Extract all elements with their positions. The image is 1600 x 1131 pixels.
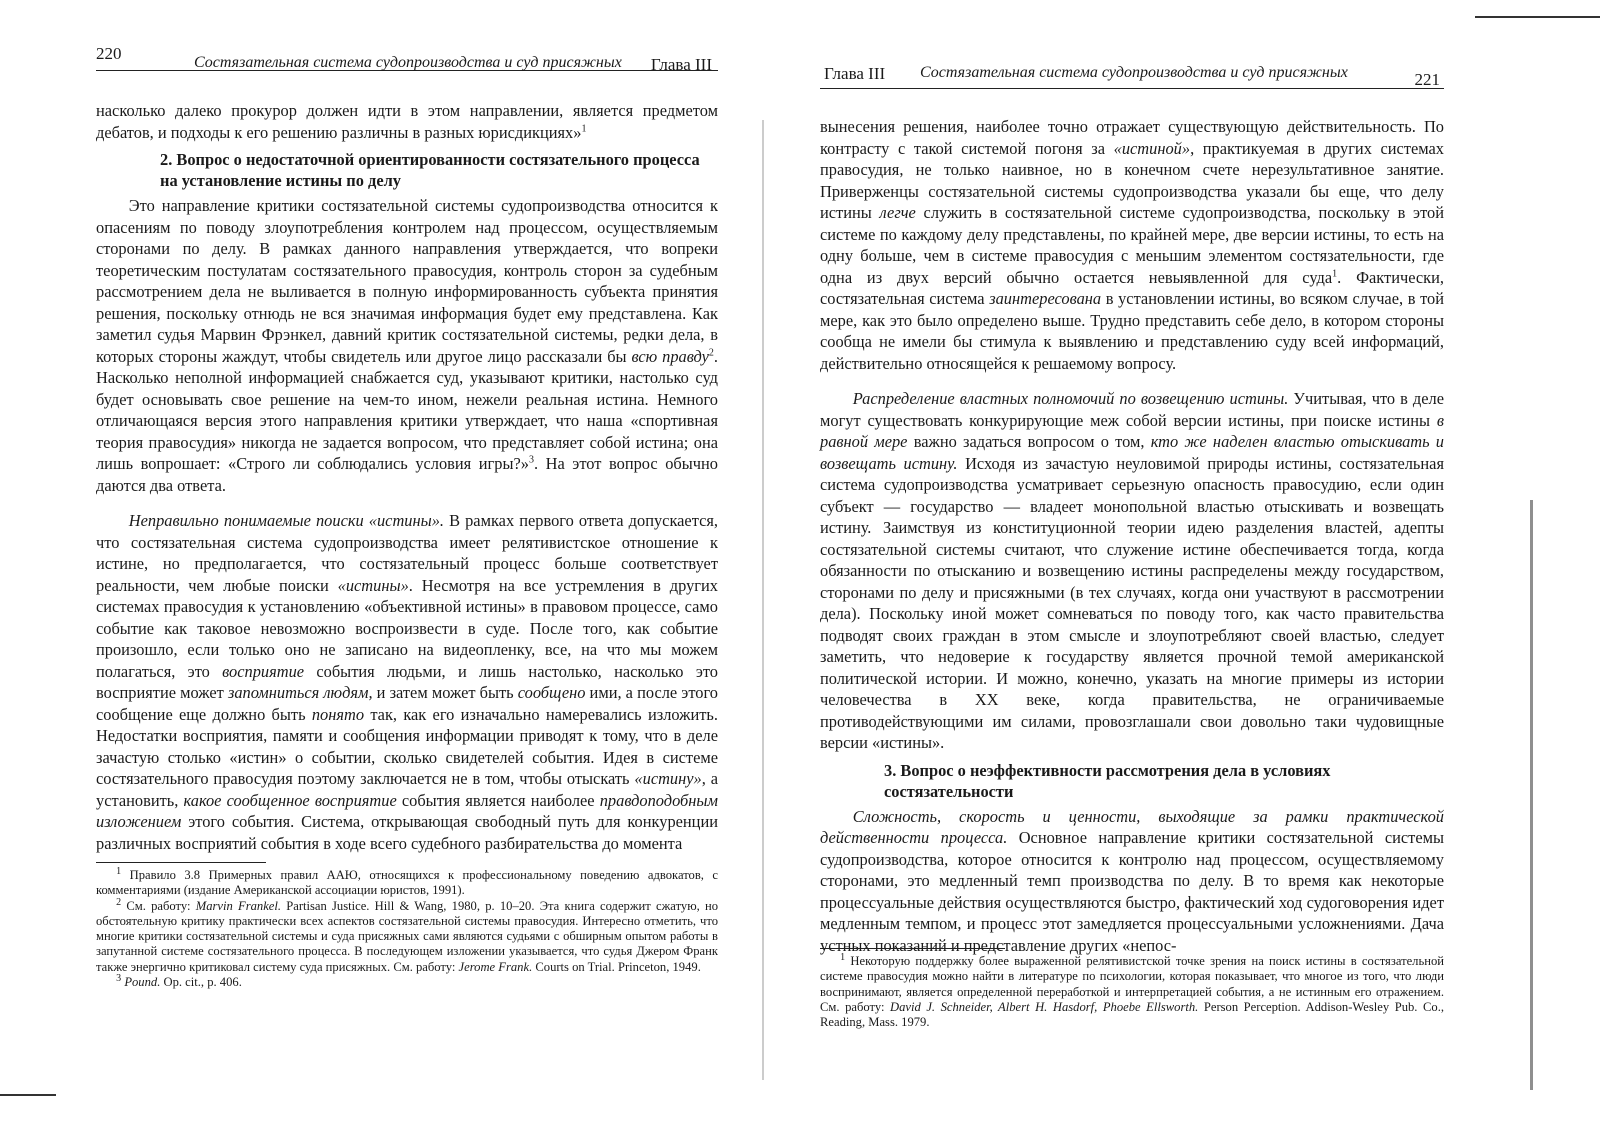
scan-edge-line	[0, 1094, 56, 1096]
right-chapter-label: Глава III	[824, 64, 886, 83]
left-footnote-rule	[96, 862, 266, 863]
gutter-shadow	[762, 120, 764, 1080]
left-chapter-label: Глава III	[650, 55, 712, 74]
left-running-head	[96, 40, 718, 74]
right-page-number: 221	[1414, 70, 1440, 89]
right-footnote-1: $^1$ Некоторую поддержку более выраженной релятивистской точке зрения на поиск истины в состязательной системе правосудия можно найти в литературе по психологии, которая показывает, что многое из того, что люди воспринимают, является определенной переработкой и интерпретацией события, а не истинным его отражением. См. работу: David J. Schneider, Albert H. Hasdorf, Phoebe Ellsworth. Person Perception. Addison-Wesley Pub. Co., Reading, Mass. 1979.	[820, 951, 1444, 1030]
left-intro-paragraph: насколько далеко прокурор должен идти в этом направлении, является предметом дебатов, и подходы к его решению различны в разных юрисдикциях»$^1$	[96, 101, 718, 142]
right-paragraph-1: вынесения решения, наиболее точно отражает существующую действительность. По контрасту с такой системой погоня за «истиной», практикуемая в других системах правосудия, не только наивное, но в конечном счете нерезультативное занятие. Приверженцы состязательной системы судопроизводства указали бы еще, что делу истины легче служить в состязательной системе судопроизводства, поскольку в этой системе по каждому делу представлены, по крайней мере, две версии истины, то есть на одну больше, чем в системе правосудия с меньшим элементом состязательности, где одна из двух версий обычно остается невыявленной для суда$^1$. Фактически, состязательная система заинтересована в установлении истины, во всяком случае, в той мере, как это было определено выше. Трудно представить себе дело, в котором стороны сообща не имели бы стимула к выявлению и представлению суду всей информаций, действительно относящейся к решаемому вопросу.	[820, 117, 1445, 373]
right-paragraph-3: Сложность, скорость и ценности, выходящие за рамки практической действенности процесса. Основное направление критики состязательной системы судопроизводства, которое относится к контролю над процессом, осуществляемому сторонами, это медленный темп производства по делу. В то время как некоторые процессуальные действия осуществляются быстро, фактический ход судоговорения идет медленным темпом, и процесс этот замедляется процессуальными усложнениями. Дача устных показаний и представление других «непос-	[820, 806, 1445, 955]
page-edge-shadow	[1530, 500, 1533, 1090]
left-footnote-2: $^2$ См. работу: Marvin Frankel. Partisan Justice. Hill & Wang, 1980, p. 10–20. Эта книга содержит сжатую, но обстоятельную критику практически всех аспектов состязательной системы правосудия. Интересно отметить, что многие критики состязательной системы и суда присяжных сами являются судьями с обширным опытом работы в запутанной системе состязательного процесса. В последующем изложении указывается, что судья Джером Франк также энергично критиковал систему суда присяжных. См. работу: Jerome Frank. Courts on Trial. Princeton, 1949.	[96, 896, 719, 974]
left-body	[96, 100, 718, 854]
scan-edge-line	[1475, 16, 1600, 18]
right-running-title: Состязательная система судопроизводства и суд присяжных	[920, 64, 1348, 81]
left-page-number: 220	[96, 44, 122, 63]
right-footnote-rule	[820, 948, 1005, 949]
right-footnotes	[820, 948, 1444, 1030]
left-paragraph-1: Это направление критики состязательной системы судопроизводства относится к опасениям по поводу злоупотребления контролем над процессом, осуществляемым сторонами по делу. В рамках данного направления утверждается, что вопреки теоретическим постулатам состязательного правосудия, контроль сторон за судебным рассмотрением дела не выливается в полную информированность субъекта принятия решения, поскольку отнюдь не вся значимая информация будет ему представлена. Как заметил судья Марвин Фрэнкел, давний критик состязательной системы, редки дела, в которых стороны жаждут, чтобы свидетель или другое лицо рассказали бы всю правду$^2$. Насколько неполной информацией снабжается суд, указывают критики, настолько суд будет основывать свое решение на чем-то ином, нежели реальная истина. Немного отличающаяся версия этого направления критики утверждает, что наша «спортивная теория правосудия» никогда не задается вопросом, что представляет собой истина; она лишь вопрошает: «Строго ли соблюдались условия игры?»$^3$. На этот вопрос обычно даются два ответа.	[96, 196, 718, 495]
left-footnote-3: $^3$ Pound. Op. cit., p. 406.	[116, 972, 242, 990]
left-running-title: Состязательная система судопроизводства и суд присяжных	[194, 54, 622, 71]
right-running-head	[820, 58, 1444, 89]
left-section-heading: 2. Вопрос о недостаточной ориентированности состязательного процесса на установление истины по делу	[160, 150, 700, 190]
left-footnote-1: $^1$ Правило 3.8 Примерных правил ААЮ, относящихся к профессиональному поведению адвокатов, с комментариями (издание Американской ассоциации юристов, 1991).	[96, 865, 718, 898]
left-paragraph-2: Неправильно понимаемые поиски «истины». В рамках первого ответа допускается, что состязательная система судопроизводства имеет релятивистское отношение к истине, но предполагается, что состязательный процесс больше соответствует реальности, чем любые поиски «истины». Несмотря на все устремления в других системах правосудия к установлению «объективной истины» в правовом процессе, само событие как таковое невозможно воспроизвести в суде. После того, как событие произошло, если только оно не записано на видеопленку, все, на что мы можем полагаться, это восприятие события людьми, и лишь настолько, насколько это восприятие может запомниться людям, и затем может быть сообщено ими, а после этого сообщение еще должно быть понято так, как его изначально намеревались изложить. Недостатки восприятия, памяти и сообщения информации приводят к тому, что в деле зачастую столько «истин» о событии, сколько свидетелей события. Идея в системе состязательного правосудия поэтому заключается не в том, чтобы отыскать «истину», а установить, какое сообщенное восприятие события является наиболее правдоподобным изложением этого события. Система, открывающая свободный путь для конкуренции различных восприятий события в ходе всего судебного разбирательства до момента	[96, 511, 718, 853]
right-body	[820, 116, 1444, 956]
left-footnotes	[96, 862, 718, 990]
right-paragraph-2: Распределение властных полномочий по возвещению истины. Учитывая, что в деле могут существовать конкурирующие меж собой версии истины, при поиске истины в равной мере важно задаться вопросом о том, кто же наделен властью отыскивать и возвещать истину. Исходя из зачастую неуловимой природы истины, состязательная система судопроизводства усматривает серьезную опасность правосудию, если один субъект — государство — владеет монопольной властью отыскивать и возвещать истину. Заимствуя из конституционной теории идею разделения властей, адепты состязательной системы считают, что служение истине обеспечивается тогда, когда обязанности по отысканию и возвещению истины распределены между государством, сторонами по делу и присяжными (в тех случаях, когда они участвуют в рассмотрении дела). Поскольку иной может сомневаться по поводу того, как часто правительства подводят своих граждан в этом смысле и злоупотребляют своей властью, следует заметить, что недоверие к государству является прочной темой американской политической истории. И можно, конечно, указать на многие примеры из истории человечества в XX веке, когда правительства, не ограничиваемые противодействующими им силами, провозглашали свои довольно таки чудовищные версии «истины».	[820, 389, 1444, 752]
right-section-heading: 3. Вопрос о неэффективности рассмотрения дела в условиях состязательности	[884, 760, 1331, 801]
